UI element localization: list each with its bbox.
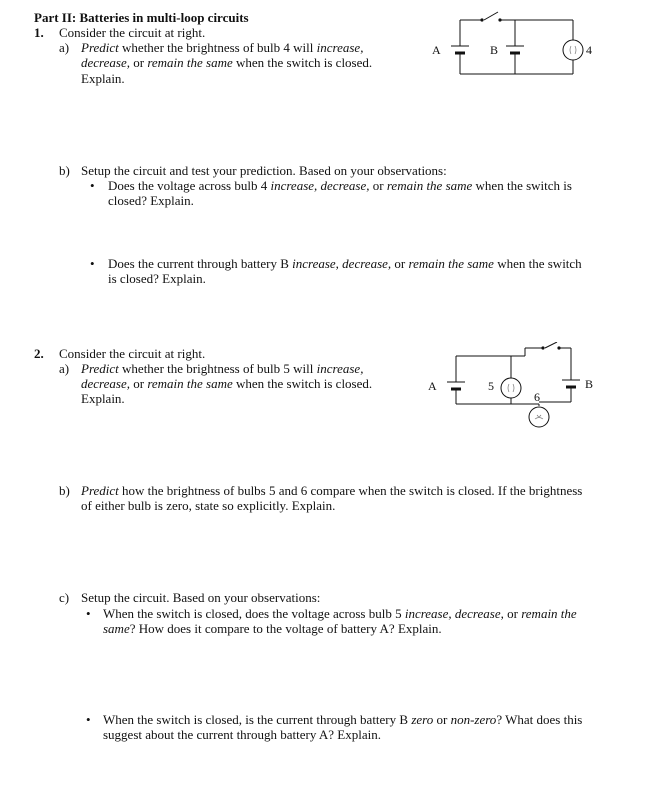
q1-label-bulb-4: 4 <box>586 43 592 57</box>
q2-label-b: B <box>585 377 594 391</box>
q1-circuit-diagram <box>425 8 605 88</box>
q1b-bullet1-line1: Does the voltage across bulb 4 increase, decrease, or remain the same when the switch is <box>108 178 572 193</box>
q2b-line2: of either bulb is zero, state so explicitly. Explain. <box>81 498 336 513</box>
q2b-line1: Predict how the brightness of bulbs 5 and 6 compare when the switch is closed. If the brightness <box>81 483 583 498</box>
q2-intro: Consider the circuit at right. <box>59 346 206 361</box>
bullet: • <box>90 178 95 193</box>
q1-bulb-4 <box>563 40 583 60</box>
q1-battery-b <box>506 46 524 53</box>
q2-label-a: A <box>428 379 437 393</box>
q2-bulb-6 <box>529 407 549 427</box>
q2-label-bulb-5: 5 <box>488 379 494 393</box>
q2-circuit-diagram <box>420 342 610 434</box>
q2a-line2: decrease, or remain the same when the switch is closed. <box>81 376 373 391</box>
bullet: • <box>86 606 91 621</box>
q2-bulb-5 <box>501 378 521 398</box>
q2-label-bulb-6: 6 <box>534 390 540 404</box>
q1-label-a: A <box>432 43 441 57</box>
q1-intro: Consider the circuit at right. <box>59 25 206 40</box>
q2c-intro: Setup the circuit. Based on your observations: <box>81 590 321 605</box>
q2-battery-a <box>447 382 465 389</box>
q2c-bullet1-line2: same? How does it compare to the voltage of battery A? Explain. <box>103 621 442 636</box>
q2a-line3: Explain. <box>81 391 125 406</box>
q1b-label: b) <box>59 163 70 178</box>
q2-number: 2. <box>34 346 44 361</box>
q2c-bullet2-line2: suggest about the current through battery A? Explain. <box>103 727 381 742</box>
q1a-line2: decrease, or remain the same when the switch is closed. <box>81 55 373 70</box>
q1-switch-contact <box>498 18 501 21</box>
q1a-line3: Explain. <box>81 71 125 86</box>
q1b-bullet1-line2: closed? Explain. <box>108 193 194 208</box>
q1-number: 1. <box>34 25 44 40</box>
bullet: • <box>90 256 95 271</box>
q2-switch-pivot <box>541 346 544 349</box>
q2c-bullet1-line1: When the switch is closed, does the voltage across bulb 5 increase, decrease, or remain the <box>103 606 577 621</box>
q1b-bullet2-line1: Does the current through battery B increase, decrease, or remain the same when the switch <box>108 256 582 271</box>
bullet: • <box>86 712 91 727</box>
q1-switch-pivot <box>480 18 483 21</box>
q1-label-b: B <box>490 43 499 57</box>
q1a-label: a) <box>59 40 70 55</box>
q1-battery-a <box>451 46 469 53</box>
q1a-line1: Predict whether the brightness of bulb 4 will increase, <box>81 40 364 55</box>
q2-switch-contact <box>557 346 560 349</box>
q2b-label: b) <box>59 483 70 498</box>
q2c-bullet2-line1: When the switch is closed, is the current through battery B zero or non-zero? What does this <box>103 712 583 727</box>
q2c-label: c) <box>59 590 70 605</box>
q1b-bullet2-line2: is closed? Explain. <box>108 271 206 286</box>
q2-battery-b <box>562 380 580 387</box>
q2a-line1: Predict whether the brightness of bulb 5 will increase, <box>81 361 364 376</box>
part-title: Part II: Batteries in multi-loop circuits <box>34 10 249 25</box>
q1b-intro: Setup the circuit and test your prediction. Based on your observations: <box>81 163 447 178</box>
q2a-label: a) <box>59 361 70 376</box>
